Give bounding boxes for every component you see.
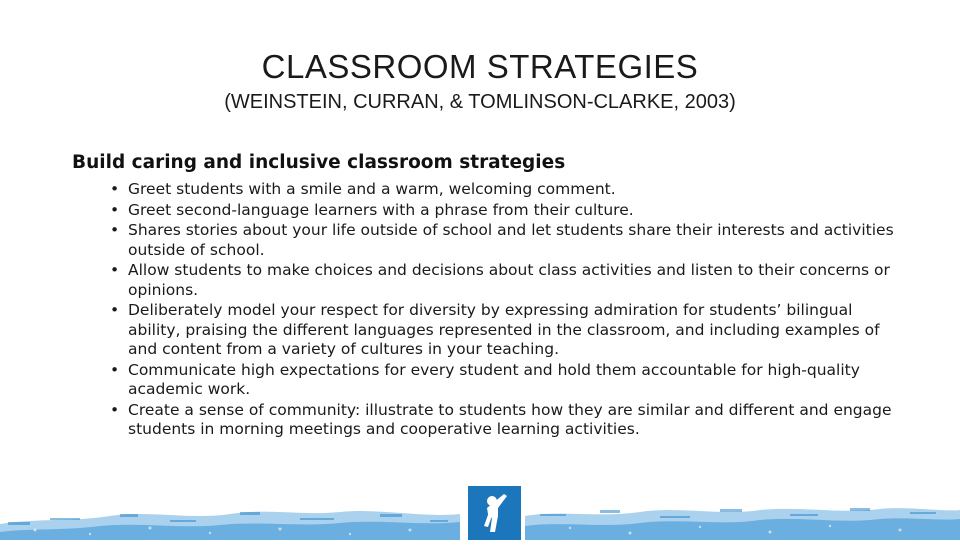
bullet-text: Shares stories about your life outside of school and let students share their interests and activities outside of school. xyxy=(128,221,894,259)
bullet-text: Greet students with a smile and a warm, welcoming comment. xyxy=(128,180,616,198)
bullet-list xyxy=(108,180,898,441)
person-reaching-icon xyxy=(468,486,521,540)
slide-title: CLASSROOM STRATEGIES xyxy=(261,48,699,85)
bullet-item xyxy=(108,201,898,221)
bullet-dot: • xyxy=(110,180,120,198)
logo xyxy=(468,486,521,540)
bullet-text: Communicate high expectations for every student and hold them accountable for high-quality academic work. xyxy=(128,360,860,398)
bullet-text: Deliberately model your respect for diversity by expressing admiration for students’ bilingual ability, praising the different languages represented in the classroom, and including examples of and content from a variety of cultures in your teaching. xyxy=(128,301,880,358)
bullet-dot: • xyxy=(110,301,120,319)
bullet-text: Allow students to make choices and decisions about class activities and listen to their concerns or opinions. xyxy=(128,261,890,299)
bullet-text: Greet second-language learners with a phrase from their culture. xyxy=(128,200,634,219)
bullet-dot: • xyxy=(110,400,120,419)
section-heading: Build caring and inclusive classroom strategies xyxy=(72,152,566,173)
bullet-item xyxy=(108,361,898,400)
bullet-dot: • xyxy=(110,360,120,379)
bullet-item xyxy=(108,301,898,360)
bullet-dot: • xyxy=(110,200,120,219)
bullet-text: Create a sense of community: illustrate to students how they are similar and different and engage students in morning meetings and cooperative learning activities. xyxy=(128,400,892,438)
bullet-item xyxy=(108,180,898,200)
bullet-item xyxy=(108,401,898,440)
slide-subtitle: (WEINSTEIN, CURRAN, & TOMLINSON-CLARKE, 2003) xyxy=(224,91,736,113)
bullet-dot: • xyxy=(110,221,120,239)
bullet-dot: • xyxy=(110,261,120,279)
bullet-item xyxy=(108,221,898,260)
bullet-item xyxy=(108,261,898,300)
